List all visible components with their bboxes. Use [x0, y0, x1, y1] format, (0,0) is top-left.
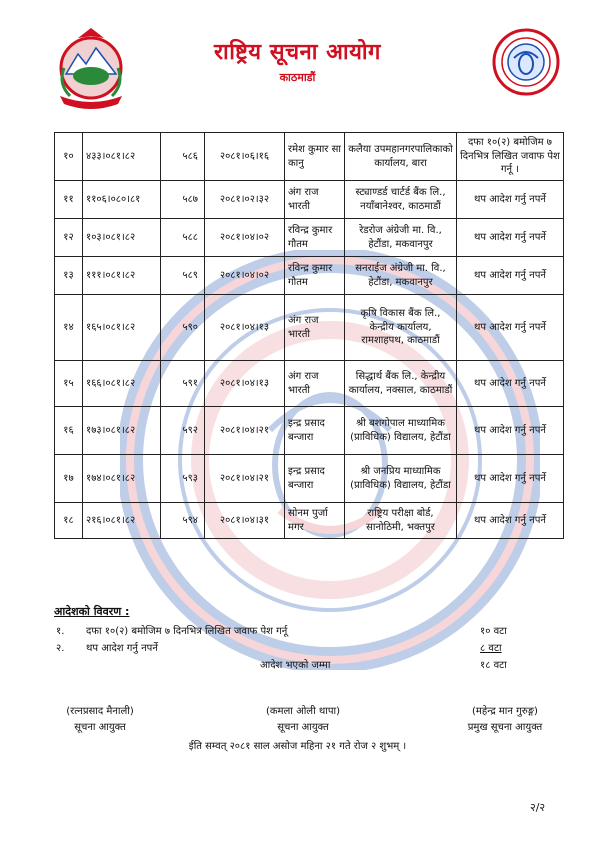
- table-row: [55, 407, 564, 455]
- file-number-cell: १७४।०८१।८२: [83, 455, 161, 503]
- decision-cell: थप आदेश गर्नु नपर्ने: [457, 219, 564, 257]
- table-row: [55, 133, 564, 181]
- table-row: [55, 219, 564, 257]
- appellant-cell: इन्द्र प्रसाद बन्जारा: [285, 455, 345, 503]
- decision-cell: थप आदेश गर्नु नपर्ने: [457, 181, 564, 219]
- respondent-cell: कृषि विकास बैंक लि., केन्द्रीय कार्यालय, रामशाहपथ, काठमाडौं: [345, 295, 457, 361]
- signature-role: प्रमुख सूचना आयुक्त: [467, 722, 543, 733]
- summary-item-number: २.: [56, 643, 65, 654]
- serial-number-cell: १५: [55, 361, 83, 407]
- registration-number-cell: ५९०: [161, 295, 205, 361]
- summary-item-text: दफा १०(२) बमोजिम ७ दिनभित्र लिखित जवाफ पेश गर्नू: [86, 626, 288, 637]
- decision-cell: थप आदेश गर्नु नपर्ने: [457, 361, 564, 407]
- file-number-cell: ४३३।०८१।८२: [83, 133, 161, 181]
- respondent-cell: श्री जनप्रिय माध्यामिक (प्राविधिक) विद्यालय, हेटौंडा: [345, 455, 457, 503]
- decision-cell: थप आदेश गर्नु नपर्ने: [457, 407, 564, 455]
- summary-total-count: १८ वटा: [480, 660, 507, 671]
- page-number: २/२: [530, 801, 546, 814]
- respondent-cell: कलैया उपमहानगरपालिकाको कार्यालय, बारा: [345, 133, 457, 181]
- decision-cell: थप आदेश गर्नु नपर्ने: [457, 503, 564, 539]
- date-cell: २०८१।०४।२१: [205, 407, 285, 455]
- serial-number-cell: १०: [55, 133, 83, 181]
- serial-number-cell: १४: [55, 295, 83, 361]
- signature-name: (कमला ओली थापा): [265, 706, 341, 717]
- file-number-cell: १६६।०८१।८२: [83, 361, 161, 407]
- date-cell: २०८१।०६।१६: [205, 133, 285, 181]
- serial-number-cell: १७: [55, 455, 83, 503]
- date-cell: २०८१।०४।१३: [205, 361, 285, 407]
- table-row: [55, 257, 564, 295]
- respondent-cell: स्ट्याण्डर्ड चार्टर्ड बैंक लि., नयाँबानेश्वर, काठमाडौं: [345, 181, 457, 219]
- summary-total-label: आदेश भएको जम्मा: [260, 660, 331, 671]
- org-city: काठमाडौं: [279, 71, 316, 84]
- registration-number-cell: ५८९: [161, 257, 205, 295]
- respondent-cell: सनराईज अंग्रेजी मा. वि., हेटौंडा, मकवानपुर: [345, 257, 457, 295]
- appellant-cell: रमेश कुमार सा कानु: [285, 133, 345, 181]
- date-cell: २०८१।०४।३१: [205, 503, 285, 539]
- dated-line: ईति सम्वत् २०८१ साल असोज महिना २१ गते रोज २ शुभम् ।: [188, 741, 407, 752]
- orders-table-body: [55, 133, 564, 539]
- date-cell: २०८१।०४।०२: [205, 257, 285, 295]
- appellant-cell: रविन्द्र कुमार गौतम: [285, 219, 345, 257]
- respondent-cell: रेडरोज अंग्रेजी मा. वि., हेटौंडा, मकवानपुर: [345, 219, 457, 257]
- file-number-cell: ११०६।०८०।८१: [83, 181, 161, 219]
- summary-title: आदेशको विवरण :: [54, 605, 130, 618]
- decision-cell: थप आदेश गर्नु नपर्ने: [457, 257, 564, 295]
- registration-number-cell: ५९४: [161, 503, 205, 539]
- summary-item-count: १० वटा: [480, 626, 507, 637]
- decision-cell: थप आदेश गर्नु नपर्ने: [457, 295, 564, 361]
- date-cell: २०८१।०२।३२: [205, 181, 285, 219]
- respondent-cell: राष्ट्रिय परीक्षा बोर्ड, सानोठिमी, भक्तपुर: [345, 503, 457, 539]
- table-row: [55, 361, 564, 407]
- summary-item-count: ८ वटा: [480, 643, 502, 654]
- file-number-cell: १०३।०८१।८२: [83, 219, 161, 257]
- registration-number-cell: ५८७: [161, 181, 205, 219]
- serial-number-cell: १२: [55, 219, 83, 257]
- table-row: [55, 503, 564, 539]
- orders-table: [54, 132, 564, 539]
- appellant-cell: अंग राज भारती: [285, 361, 345, 407]
- registration-number-cell: ५९३: [161, 455, 205, 503]
- appellant-cell: सोनम पुर्जा मगर: [285, 503, 345, 539]
- registration-number-cell: ५९२: [161, 407, 205, 455]
- signature-role: सूचना आयुक्त: [277, 722, 329, 733]
- file-number-cell: २१६।०८१।८२: [83, 503, 161, 539]
- summary-item-number: १.: [56, 626, 65, 637]
- appellant-cell: अंग राज भारती: [285, 295, 345, 361]
- respondent-cell: सिद्धार्थ बैंक लि., केन्द्रीय कार्यालय, नक्साल, काठमाडौं: [345, 361, 457, 407]
- signature-name: (रत्नप्रसाद मैनाली): [66, 706, 134, 717]
- signature-role: सूचना आयुक्त: [74, 722, 126, 733]
- serial-number-cell: १३: [55, 257, 83, 295]
- serial-number-cell: १८: [55, 503, 83, 539]
- appellant-cell: इन्द्र प्रसाद बन्जारा: [285, 407, 345, 455]
- file-number-cell: १६५।०८१।८२: [83, 295, 161, 361]
- respondent-cell: श्री बशगोपाल माध्यामिक (प्राविधिक) विद्यालय, हेटौंडा: [345, 407, 457, 455]
- serial-number-cell: १६: [55, 407, 83, 455]
- file-number-cell: १७३।०८१।८२: [83, 407, 161, 455]
- date-cell: २०८१।०४।२१: [205, 455, 285, 503]
- file-number-cell: १११।०८१।८२: [83, 257, 161, 295]
- appellant-cell: रविन्द्र कुमार गौतम: [285, 257, 345, 295]
- decision-cell: दफा १०(२) बमोजिम ७ दिनभित्र लिखित जवाफ पेश गर्नू ।: [457, 133, 564, 181]
- table-row: [55, 181, 564, 219]
- registration-number-cell: ५८८: [161, 219, 205, 257]
- date-cell: २०८१।०४।०२: [205, 219, 285, 257]
- table-row: [55, 455, 564, 503]
- appellant-cell: अंग राज भारती: [285, 181, 345, 219]
- org-title: राष्ट्रिय सूचना आयोग: [214, 40, 381, 65]
- summary-item-text: थप आदेश गर्नु नपर्ने: [86, 643, 158, 654]
- decision-cell: थप आदेश गर्नु नपर्ने: [457, 455, 564, 503]
- table-row: [55, 295, 564, 361]
- serial-number-cell: ११: [55, 181, 83, 219]
- signature-name: (महेन्द्र मान गुरुङ्ग): [472, 706, 538, 717]
- date-cell: २०८१।०४।१३: [205, 295, 285, 361]
- registration-number-cell: ५९१: [161, 361, 205, 407]
- registration-number-cell: ५८६: [161, 133, 205, 181]
